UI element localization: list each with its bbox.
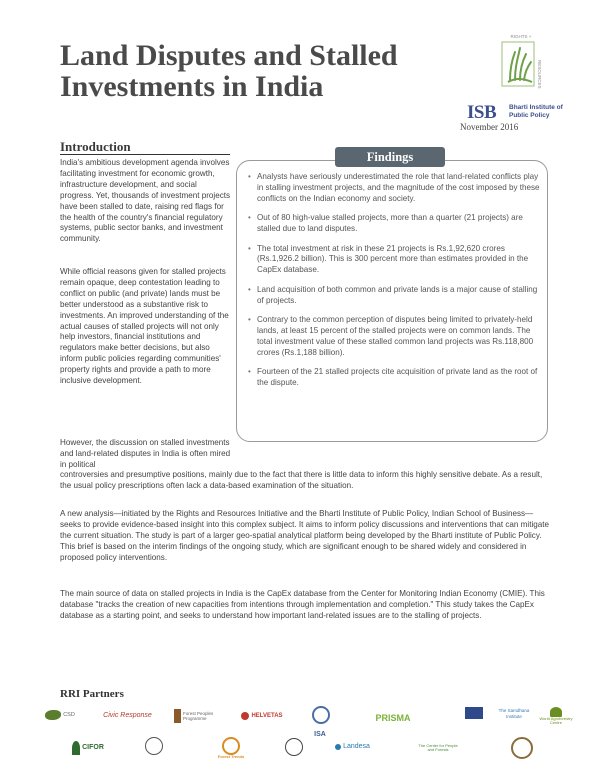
partner-logo-civic-response xyxy=(100,708,155,724)
svg-text:RIGHTS +: RIGHTS + xyxy=(510,34,532,39)
finding-item xyxy=(248,367,540,389)
bullet-icon: • xyxy=(248,243,251,253)
partner-logo-5 xyxy=(310,704,332,726)
seal-icon xyxy=(285,738,303,756)
globe-icon xyxy=(312,706,330,724)
partner-name: World Agroforestry Centre xyxy=(539,715,573,725)
partner-logo-8 xyxy=(463,706,485,720)
partner-name: PRISMA xyxy=(375,713,411,723)
isb-mark: ISB xyxy=(467,102,497,123)
bullet-icon: • xyxy=(248,213,251,223)
partner-name: Landesa xyxy=(343,743,370,750)
finding-item xyxy=(248,213,540,235)
finding-item xyxy=(248,244,540,277)
partner-name: ISA xyxy=(314,731,326,738)
rri-hand-icon xyxy=(498,30,544,100)
partner-logo-17 xyxy=(510,736,534,760)
partner-logo-landesa xyxy=(330,740,375,754)
intro-paragraph-3-end: controversies and presumptive positions, mainly due to the fact that there is little data to inform this highly sensitive debate. As a result, the usual policy prescriptions often lack a data-based examination of the situation. xyxy=(60,470,543,490)
partner-logo-helvetas xyxy=(237,708,287,724)
finding-text: Out of 80 high-value stalled projects, more than a quarter (21 projects) are stalled due to land disputes. xyxy=(257,213,523,234)
partner-logo-12 xyxy=(143,735,165,757)
partner-logo-samdhana xyxy=(495,706,533,722)
bullet-icon: • xyxy=(248,172,251,181)
partner-name: The Samdhana Institute xyxy=(498,708,530,719)
partner-name: Forest Peoples Programme xyxy=(183,711,214,721)
partner-name: Civic Response xyxy=(103,712,152,719)
analysis-paragraph: A new analysis—initiated by the Rights and Resources Initiative and the Bharti Institute of Public Policy, Indian School of Business—seeks to provide evidence-based insight into this complex subject. It aims to inform policy discussions and interventions that can mitigate the current situation. The study is part of a larger geo-spatial analytical platform being developed by the Bharti institute of Public Policy. This brief is based on the interim findings of the ongoing study, which are significant enough to be shared widely and considered in proposed policy interventions. xyxy=(60,509,550,562)
partner-name: CSD xyxy=(63,712,75,718)
intro-paragraph-2: While official reasons given for stalled projects remain opaque, deep contestation leading to conflict on public (and private) lands must be better understood as a substantive risk to investments. An improved understanding of the actual causes of stalled projects will not only help investors, financial institutions and regulators make better decisions, but also inform public policies regarding communities' property rights and provide a path to more inclusive development. xyxy=(60,267,229,386)
heading-rule xyxy=(60,154,230,155)
emblem-icon xyxy=(145,737,163,755)
data-source-paragraph: The main source of data on stalled projects in India is the CapEx database from the Center for Monitoring Indian Economy (CMIE). This database "tracks the creation of new capacities from intentions through implementation and completion." This study takes the CapEx database as a starting point, and seeks to understand how important land-related issues are to the stalling of projects. xyxy=(60,589,545,620)
circle-emblem-icon xyxy=(511,737,533,759)
cifor-icon xyxy=(72,741,80,755)
title-line-2: Investments in India xyxy=(60,70,324,103)
fpp-icon xyxy=(174,709,181,723)
finding-text: The total investment at risk in these 21 projects is Rs.1,92,620 crores (Rs.1,926.2 billion). This is 300 percent more than estimates provided in the CapEx database. xyxy=(257,243,529,275)
document-title xyxy=(60,40,460,102)
csd-icon xyxy=(45,710,61,720)
partner-logo-icraf xyxy=(538,703,574,729)
partner-logo-cifor xyxy=(68,737,108,759)
partner-logo-forest-trends xyxy=(215,734,247,762)
tree-icon xyxy=(550,707,562,717)
title-line-1: Land Disputes and Stalled xyxy=(60,39,398,72)
partners-heading: RRI Partners xyxy=(60,688,124,700)
svg-text:RESOURCES: RESOURCES xyxy=(537,60,542,89)
publication-date: November 2016 xyxy=(460,122,519,132)
rri-logo xyxy=(498,30,544,100)
landesa-icon xyxy=(335,744,341,750)
partner-name: Forest Trends xyxy=(217,753,245,759)
partner-logo-prisma xyxy=(368,710,418,726)
finding-text: Fourteen of the 21 stalled projects cite acquisition of private land as the root of the dispute. xyxy=(257,367,538,388)
partner-name: HELVETAS xyxy=(251,713,283,719)
finding-text: Contrary to the common perception of disputes being limited to privately-held lands, at least 15 percent of the stalled projects were on common lands. The total investment value of these stalled common land projects was Rs.118,800 crores (Rs.1,188 billion). xyxy=(257,315,534,357)
finding-item xyxy=(248,315,540,359)
helvetas-icon xyxy=(241,712,249,720)
finding-text: Land acquisition of both common and private lands is a major cause of stalling of projects. xyxy=(257,284,538,305)
bullet-icon: • xyxy=(248,315,251,325)
intro-paragraph-1: India's ambitious development agenda involves facilitating investment for economic growth, infrastructure development, and social progress. Yet, thousands of investment projects have been stalled to date, raising red flags for the health of the country's financial regulatory systems, public sector banks, and investment community. xyxy=(60,158,231,244)
flag-icon xyxy=(465,707,483,719)
partner-name: The Center for People and Forests xyxy=(418,742,458,752)
introduction-heading: Introduction xyxy=(60,139,131,154)
forest-trends-icon xyxy=(222,737,240,755)
intro-paragraph-3-start: However, the discussion on stalled investments and land-related disputes in India is often mired in political xyxy=(60,438,231,469)
partner-logo-fpp xyxy=(172,706,217,726)
partner-name: CIFOR xyxy=(82,744,104,751)
bullet-icon: • xyxy=(248,284,251,294)
finding-text: Analysts have seriously underestimated the role that land-related conflicts play in stalling investment projects, and the magnitude of the cost imposed by these conflicts on the Indian economy and society. xyxy=(257,172,540,203)
partner-logo-recoftc xyxy=(415,740,461,756)
finding-item xyxy=(248,285,540,307)
partner-logo-csd xyxy=(40,705,80,725)
isb-institute-name: Bharti Institute of Public Policy xyxy=(509,104,563,119)
bullet-icon: • xyxy=(248,367,251,377)
isb-logo xyxy=(467,102,577,122)
findings-label: Findings xyxy=(335,147,445,167)
findings-list xyxy=(248,172,540,398)
finding-item xyxy=(248,172,540,205)
partner-logo-14 xyxy=(283,736,305,758)
